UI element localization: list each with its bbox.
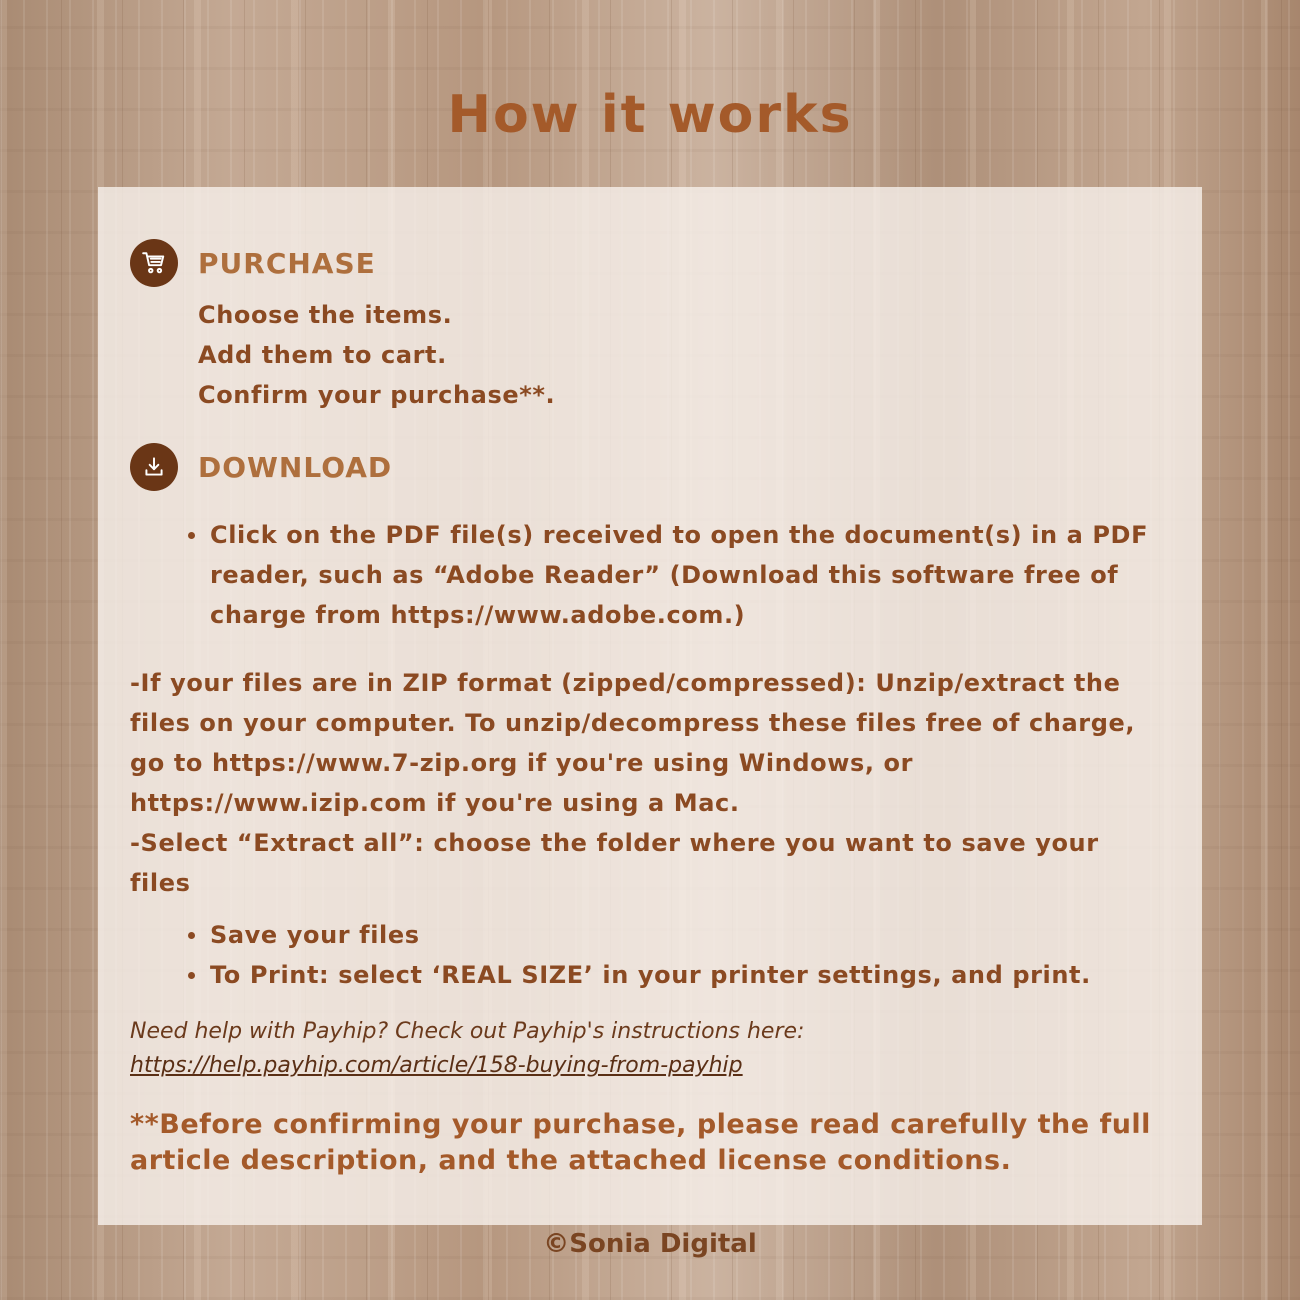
purchase-steps <box>198 295 555 415</box>
list-item: Click on the PDF file(s) received to open the document(s) in a PDF reader, such as “Adobe Reader” (Download this software free of charge from https://www.adobe.com.) <box>210 515 1160 635</box>
purchase-warning: **Before confirming your purchase, please read carefully the full article description, and the attached license conditions. <box>130 1109 1151 1176</box>
payhip-help <box>130 1015 1170 1083</box>
list-item: Save your files <box>210 915 1160 955</box>
instructions-card <box>98 187 1202 1225</box>
download-section-header <box>130 443 392 491</box>
extract-instructions: -Select “Extract all”: choose the folder where you want to save your files <box>130 829 1099 897</box>
list-item: To Print: select ‘REAL SIZE’ in your printer settings, and print. <box>210 955 1160 995</box>
page-title: How it works <box>447 85 853 145</box>
help-text: Need help with Payhip? Check out Payhip's instructions here: <box>130 1019 805 1044</box>
download-bullet-list <box>210 515 1160 635</box>
shopping-cart-icon <box>130 239 178 287</box>
purchase-step: Confirm your purchase**. <box>198 381 556 409</box>
download-heading: DOWNLOAD <box>198 450 393 484</box>
zip-instructions: -If your files are in ZIP format (zipped/compressed): Unzip/extract the files on your computer. To unzip/decompress these files free of charge, go to https://www.7-zip.org if you're using Windows, or https://www.izip.com if you're using a Mac. <box>130 669 1136 817</box>
purchase-step: Add them to cart. <box>198 341 447 369</box>
download-icon <box>130 443 178 491</box>
payhip-help-link[interactable]: https://help.payhip.com/article/158-buying-from-payhip <box>130 1053 743 1078</box>
copyright-footer: ©Sonia Digital <box>543 1229 757 1259</box>
purchase-step: Choose the items. <box>198 301 453 329</box>
purchase-heading: PURCHASE <box>198 246 376 280</box>
save-print-list <box>210 915 1160 995</box>
purchase-section-header <box>130 239 376 287</box>
